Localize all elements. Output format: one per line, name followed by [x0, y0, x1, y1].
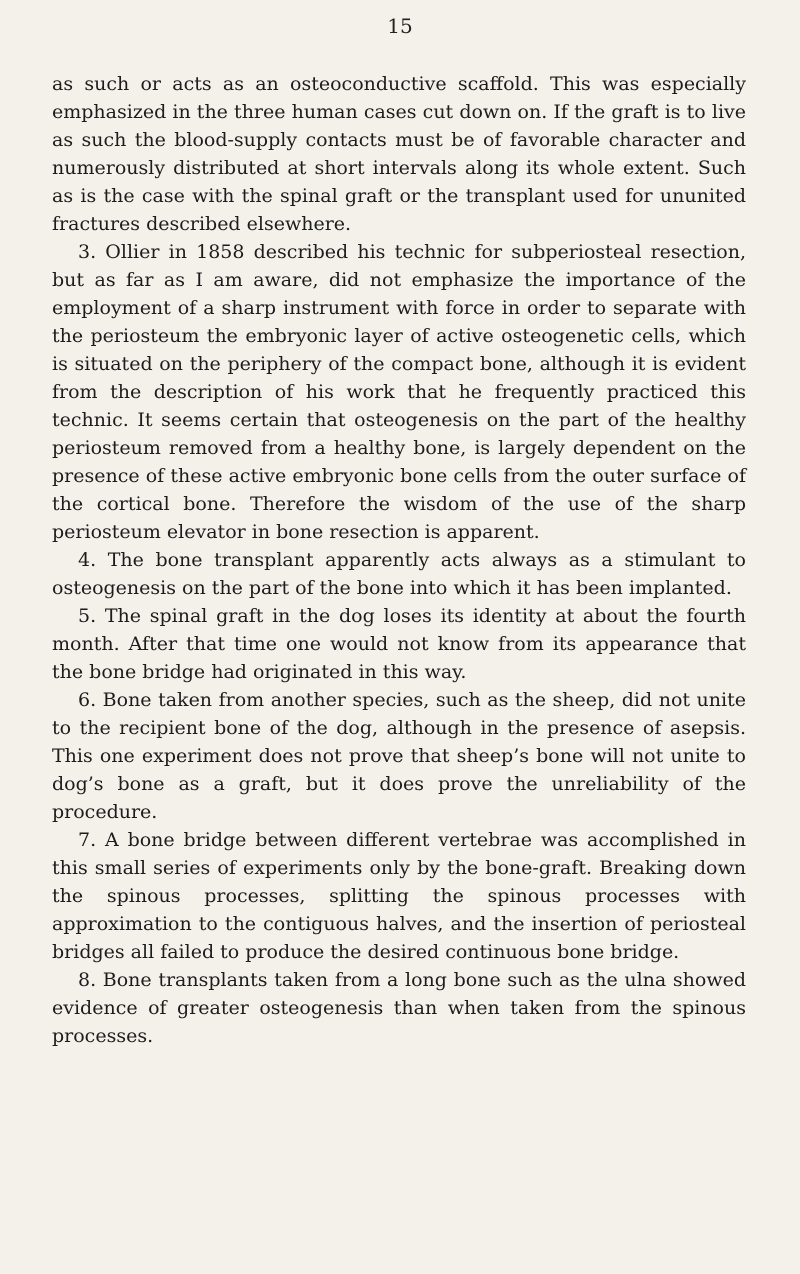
paragraph-7: 7. A bone bridge between different vertebrae was accomplished in this small series of experiments only by the bone-graft. Breaking down the spinous processes, splitting the spinous processes with approximation to the contiguous halves, and the insertion of periosteal bridges all failed to produce the desired continuous bone bridge.: [52, 829, 746, 963]
page-number: 15: [387, 14, 413, 38]
paragraph-8: 8. Bone transplants taken from a long bone such as the ulna showed evidence of greater osteogenesis than when taken from the spinous processes.: [52, 969, 746, 1047]
paragraph-6: 6. Bone taken from another species, such as the sheep, did not unite to the recipient bone of the dog, although in the presence of asepsis. This one experiment does not prove that sheep’s bone will not unite to dog’s bone as a graft, but it does prove the unreliability of the procedure.: [52, 689, 746, 823]
paragraph-continuation: as such or acts as an osteoconductive scaffold. This was especially emphasized in the three human cases cut down on. If the graft is to live as such the blood-supply contacts must be of favorable character and numerously distributed at short intervals along its whole extent. Such as is the case with the spinal graft or the transplant used for ununited fractures described elsewhere.: [52, 73, 746, 235]
paragraph-4: 4. The bone transplant apparently acts always as a stimulant to osteogenesis on the part of the bone into which it has been implanted.: [52, 549, 746, 599]
paragraph-5: 5. The spinal graft in the dog loses its identity at about the fourth month. After that time one would not know from its appearance that the bone bridge had originated in this way.: [52, 605, 746, 683]
body-text: [52, 70, 746, 1050]
paragraph-3: 3. Ollier in 1858 described his technic for subperiosteal resection, but as far as I am aware, did not emphasize the importance of the employment of a sharp instrument with force in order to separate with the periosteum the embryonic layer of active osteogenetic cells, which is situated on the periphery of the compact bone, although it is evident from the description of his work that he frequently practiced this technic. It seems certain that osteogenesis on the part of the healthy periosteum removed from a healthy bone, is largely dependent on the presence of these active embryonic bone cells from the outer surface of the cortical bone. Therefore the wisdom of the use of the sharp periosteum elevator in bone resection is apparent.: [52, 241, 746, 543]
